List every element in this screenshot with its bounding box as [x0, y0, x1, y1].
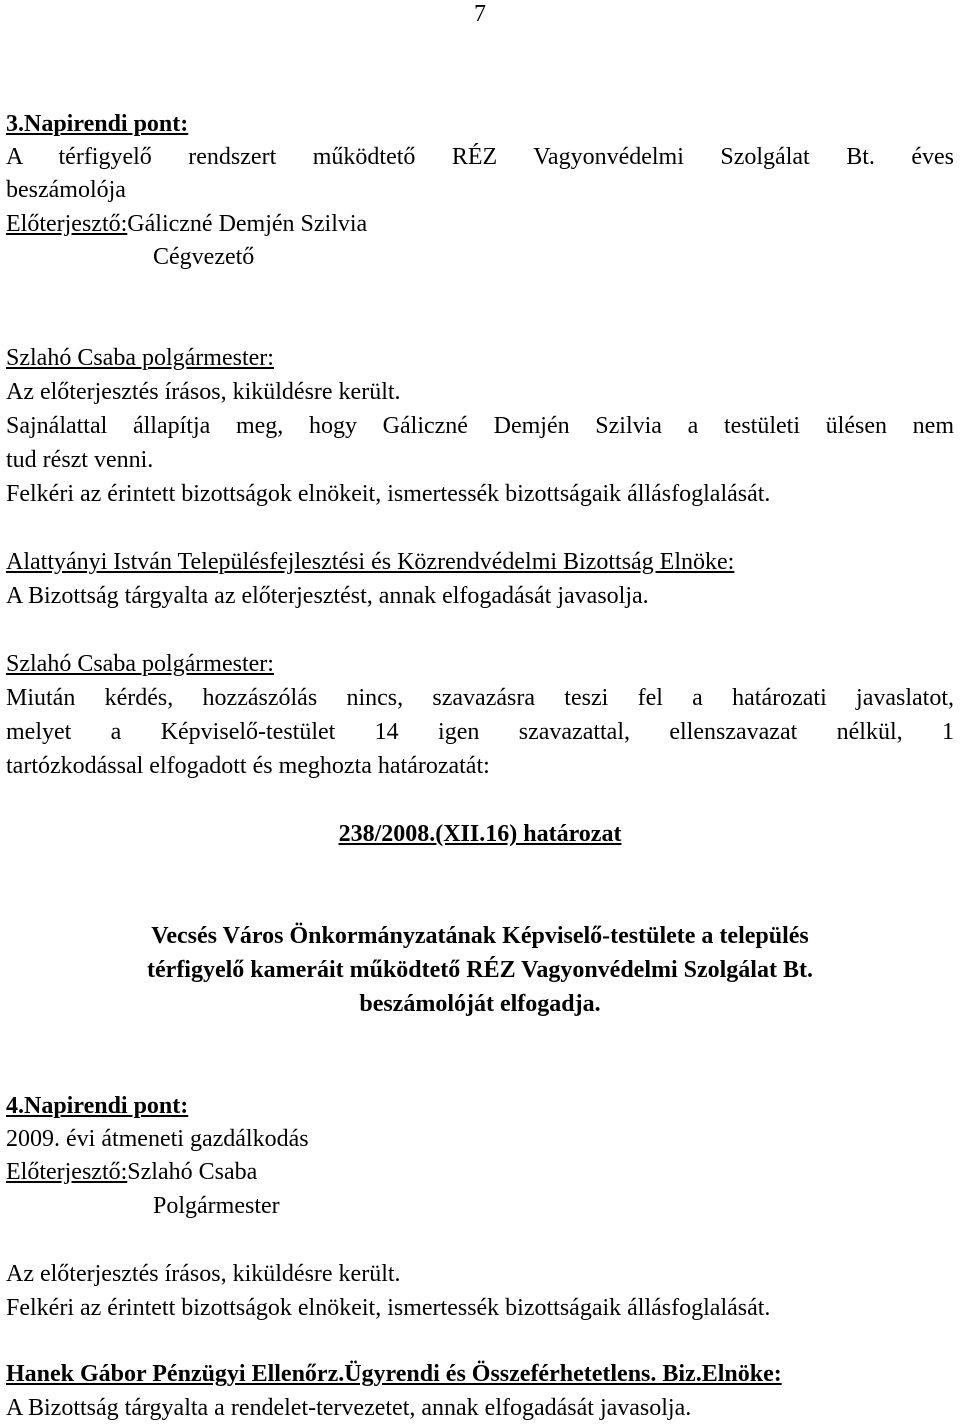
- resolution-number: 238/2008.(XII.16) határozat: [338, 821, 622, 847]
- paragraph-line: Az előterjesztés írásos, kiküldésre került.: [6, 379, 401, 405]
- agenda-item-4-heading: 4.Napirendi pont:: [6, 1093, 189, 1119]
- agenda-item-4-subject: 2009. évi átmeneti gazdálkodás: [6, 1126, 309, 1152]
- paragraph-line: tud részt venni.: [6, 447, 154, 473]
- paragraph-line: Felkéri az érintett bizottságok elnökeit, ismertessék bizottságaik állásfoglalását.: [6, 481, 771, 507]
- agenda-item-4-presenter-role: Polgármester: [153, 1193, 280, 1219]
- speaker-mayor-1: Szlahó Csaba polgármester:: [6, 345, 274, 371]
- agenda-item-3-presenter: [6, 210, 367, 238]
- paragraph-line: Felkéri az érintett bizottságok elnökeit, ismertessék bizottságaik állásfoglalását.: [6, 1295, 771, 1321]
- agenda-item-3-heading: 3.Napirendi pont:: [6, 111, 189, 137]
- paragraph-line: A Bizottság tárgyalta a rendelet-tervezetet, annak elfogadását javasolja.: [6, 1395, 692, 1421]
- paragraph-line: A Bizottság tárgyalta az előterjesztést, annak elfogadását javasolja.: [6, 583, 649, 609]
- page-number: 7: [474, 1, 486, 27]
- presenter-label: Előterjesztő:: [6, 1159, 128, 1185]
- resolution-text-line1: Vecsés Város Önkormányzatának Képviselő-testülete a település: [151, 923, 809, 949]
- speaker-mayor-2: Szlahó Csaba polgármester:: [6, 651, 274, 677]
- agenda-item-3-subject-line1: A térfigyelő rendszert működtető RÉZ Vagyonvédelmi Szolgálat Bt. éves: [6, 144, 954, 170]
- presenter-name: Gáliczné Demjén Szilvia: [127, 211, 368, 237]
- paragraph-line: melyet a Képviselő-testület 14 igen szavazattal, ellenszavazat nélkül, 1: [6, 719, 954, 745]
- paragraph-line: tartózkodással elfogadott és meghozta határozatát:: [6, 753, 490, 779]
- resolution-text-line2: térfigyelő kameráit működtető RÉZ Vagyonvédelmi Szolgálat Bt.: [147, 957, 813, 983]
- presenter-name: Szlahó Csaba: [127, 1159, 258, 1185]
- paragraph-line: Miután kérdés, hozzászólás nincs, szavazásra teszi fel a határozati javaslatot,: [6, 685, 954, 711]
- agenda-item-4-presenter: [6, 1158, 257, 1186]
- agenda-item-3-subject-line2: beszámolója: [6, 177, 126, 203]
- resolution-text-line3: beszámolóját elfogadja.: [359, 991, 601, 1017]
- presenter-label: Előterjesztő:: [6, 211, 128, 237]
- paragraph-line: Sajnálattal állapítja meg, hogy Gáliczné Demjén Szilvia a testületi ülésen nem: [6, 413, 954, 439]
- agenda-item-3-presenter-role: Cégvezető: [153, 244, 255, 270]
- paragraph-line: Az előterjesztés írásos, kiküldésre került.: [6, 1261, 401, 1287]
- speaker-committee-chair: Alattyányi István Településfejlesztési és Közrendvédelmi Bizottság Elnöke:: [6, 549, 735, 575]
- speaker-finance-committee-chair: Hanek Gábor Pénzügyi Ellenőrz.Ügyrendi és Összeférhetetlens. Biz.Elnöke:: [6, 1361, 782, 1387]
